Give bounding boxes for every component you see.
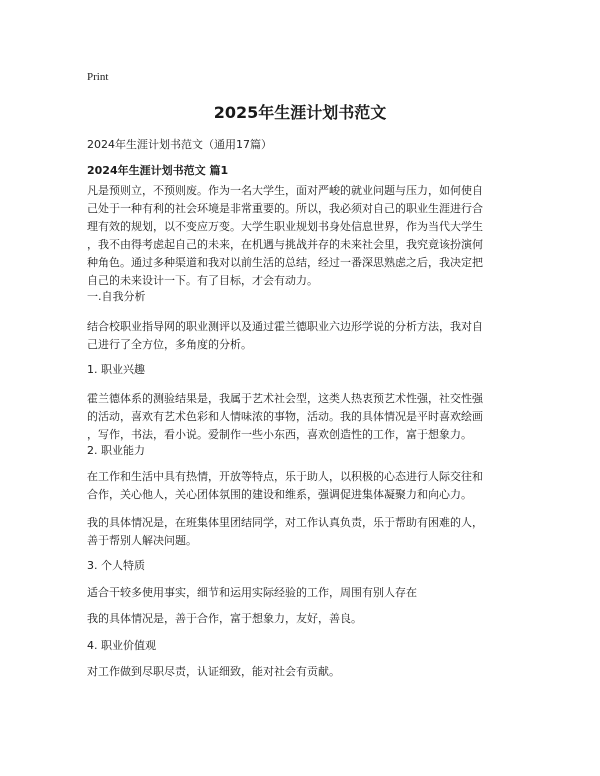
values-paragraph (87, 663, 527, 681)
heading-career-values (87, 637, 527, 655)
paragraph-line: 适合干较多使用事实，细节和运用实际经验的工作，周围有别人存在 (87, 586, 417, 599)
ability-detail-paragraph (87, 514, 527, 550)
print-link[interactable]: Print (87, 71, 109, 83)
paragraph-line: 的活动，喜欢有艺术色彩和人情味浓的事物，活动。我的具体情况是平时喜欢绘画 (87, 410, 483, 423)
paragraph-line: 种角色。通过多种渠道和我对以前生活的总结，经过一番深思熟虑之后，我决定把 (87, 256, 483, 269)
paragraph-line: 对工作做到尽职尽责，认证细致，能对社会有贡献。 (87, 665, 340, 678)
paragraph-line: 我的具体情况是，善于合作，富于想象力，友好，善良。 (87, 612, 362, 625)
heading-self-analysis (87, 288, 527, 306)
interest-paragraph (87, 390, 527, 444)
heading-text: 4. 职业价值观 (87, 639, 156, 652)
paragraph-line: 在工作和生活中具有热情，开放等特点，乐于助人，以积极的心态进行人际交往和 (87, 470, 483, 483)
heading-text: 1. 职业兴趣 (87, 363, 145, 376)
heading-text: 3. 个人特质 (87, 559, 145, 572)
paragraph-line: 己进行了全方位，多角度的分析。 (87, 338, 252, 351)
heading-career-interest (87, 361, 527, 379)
intro-paragraph (87, 182, 527, 290)
page-title: 2025年生涯计划书范文 (213, 103, 387, 122)
paragraph-line: 理有效的规划，以不变应万变。大学生职业规划书身处信息世界，作为当代大学生 (87, 220, 483, 233)
document-subtitle: 2024年生涯计划书范文（通用17篇） (87, 138, 272, 151)
paragraph-line: ，写作，书法，看小说。爱制作一些小东西，喜欢创造性的工作，富于想象力。 (87, 428, 472, 441)
heading-text: 一.自我分析 (87, 290, 146, 303)
paragraph-line: 凡是预则立，不预则废。作为一名大学生，面对严峻的就业问题与压力，如何使自 (87, 184, 483, 197)
paragraph-line: 善于帮别人解决问题。 (87, 534, 197, 547)
section-title: 2024年生涯计划书范文 篇1 (87, 164, 229, 177)
ability-paragraph (87, 468, 527, 504)
paragraph-line: ，我不由得考虑起自己的未来，在机遇与挑战并存的未来社会里，我究竟该扮演何 (87, 238, 483, 251)
traits-paragraph (87, 584, 527, 602)
paragraph-line: 结合校职业指导网的职业测评以及通过霍兰德职业六边形学说的分析方法，我对自 (87, 320, 483, 333)
paragraph-line: 自己的未来设计一下。有了目标，才会有动力。 (87, 274, 318, 287)
paragraph-line: 我的具体情况是，在班集体里团结同学，对工作认真负责，乐于帮助有困难的人， (87, 516, 483, 529)
paragraph-line: 己处于一种有利的社会环境是非常重要的。所以，我必须对自己的职业生涯进行合 (87, 202, 483, 215)
heading-career-ability (87, 442, 527, 460)
paragraph-line: 合作，关心他人，关心团体氛围的建设和维系，强调促进集体凝聚力和向心力。 (87, 488, 472, 501)
paragraph-line: 霍兰德体系的测验结果是，我属于艺术社会型，这类人热衷预艺术性强，社交性强 (87, 392, 483, 405)
heading-personal-traits (87, 557, 527, 575)
analysis-paragraph (87, 318, 527, 354)
heading-text: 2. 职业能力 (87, 444, 145, 457)
traits-detail-paragraph (87, 610, 527, 628)
